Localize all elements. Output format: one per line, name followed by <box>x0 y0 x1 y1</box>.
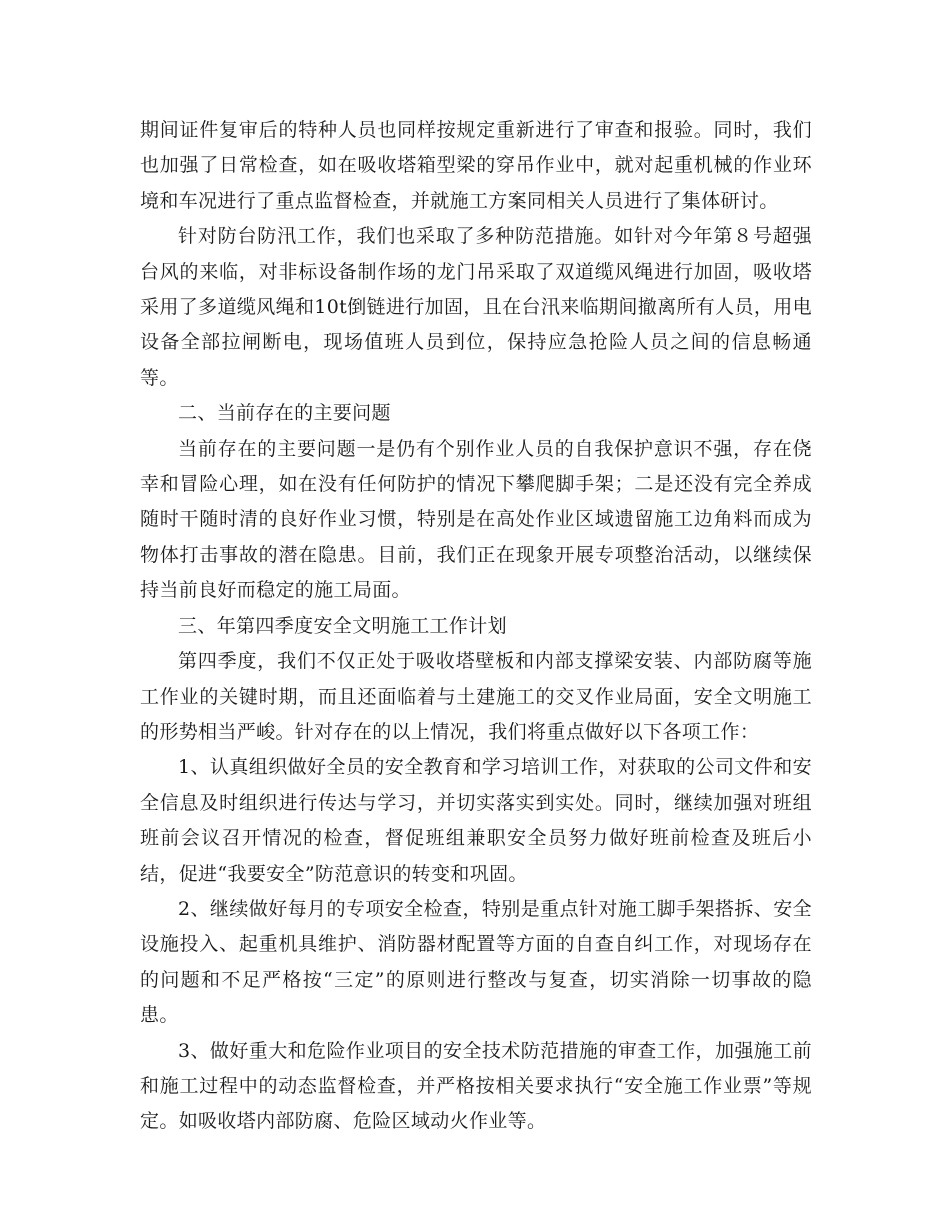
paragraph-typhoon-measures: 针对防台防汛工作，我们也采取了多种防范措施。如针对今年第８号超强台风的来临，对非标设备制作场的龙门吊采取了双道缆风绳进行加固，吸收塔采用了多道缆风绳和10t倒链进行加固，且在台汛来临期间撤离所有人员，用电设备全部拉闸断电，现场值班人员到位，保持应急抢险人员之间的信息畅通等。 <box>140 225 812 389</box>
document-body <box>140 113 812 1140</box>
paragraph-plan-item-1: 1、认真组织做好全员的安全教育和学习培训工作，对获取的公司文件和安全信息及时组织进行传达与学习，并切实落实到实处。同时，继续加强对班组班前会议召开情况的检查，督促班组兼职安全员努力做好班前检查及班后小结，促进“我要安全”防范意识的转变和巩固。 <box>140 756 812 885</box>
paragraph-plan-item-3: 3、做好重大和危险作业项目的安全技术防范措施的审查工作，加强施工前和施工过程中的动态监督检查，并严格按相关要求执行“安全施工作业票”等规定。如吸收塔内部防腐、危险区域动火作业等。 <box>140 1039 812 1133</box>
paragraph-plan-intro: 第四季度，我们不仅正处于吸收塔壁板和内部支撑梁安装、内部防腐等施工作业的关键时期，而且还面临着与土建施工的交叉作业局面，安全文明施工的形势相当严峻。针对存在的以上情况，我们将重点做好以下各项工作： <box>140 650 812 743</box>
paragraph-problems: 当前存在的主要问题一是仍有个别作业人员的自我保护意识不强，存在侥幸和冒险心理，如在没有任何防护的情况下攀爬脚手架；二是还没有完全养成随时干随时清的良好作业习惯，特别是在高处作业区域遗留施工边角料而成为物体打击事故的潜在隐患。目前，我们正在现象开展专项整治活动，以继续保持当前良好而稳定的施工局面。 <box>140 437 812 602</box>
section-heading-plan: 三、年第四季度安全文明施工工作计划 <box>178 614 507 637</box>
paragraph-plan-item-2: 2、继续做好每月的专项安全检查，特别是重点针对施工脚手架搭拆、安全设施投入、起重机具维护、消防器材配置等方面的自查自纠工作，对现场存在的问题和不足严格按“三定”的原则进行整改与复查，切实消除一切事故的隐患。 <box>140 897 812 1027</box>
paragraph-continuation: 期间证件复审后的特种人员也同样按规定重新进行了审查和报验。同时，我们也加强了日常检查，如在吸收塔箱型梁的穿吊作业中，就对起重机械的作业环境和车况进行了重点监督检查，并就施工方案同相关人员进行了集体研讨。 <box>140 119 812 212</box>
section-heading-problems: 二、当前存在的主要问题 <box>178 402 391 425</box>
